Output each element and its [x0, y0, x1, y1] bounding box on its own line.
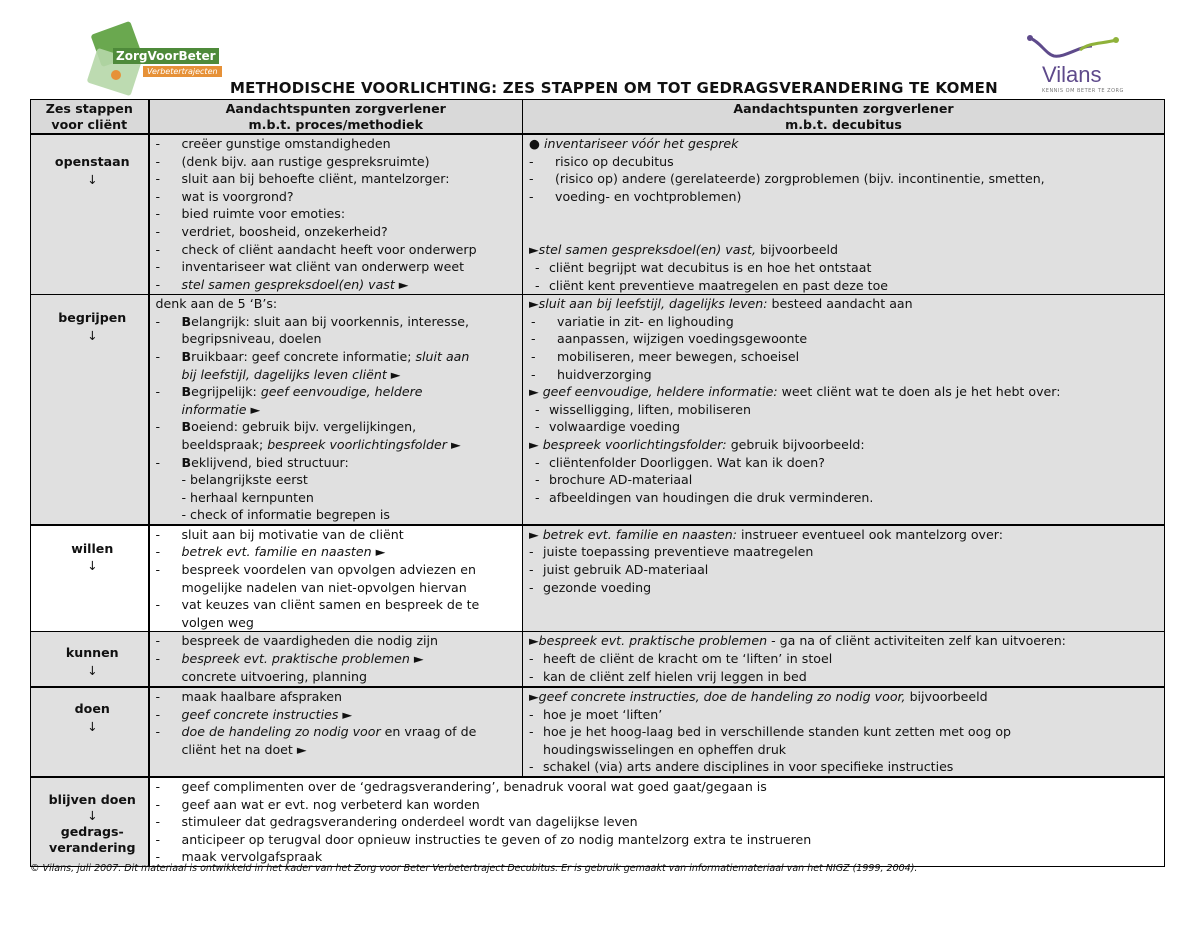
- list-item: - maak vervolgafspraak: [156, 848, 1165, 866]
- table-row-willen: [31, 525, 1165, 632]
- list-item: - geef complimenten over de ‘gedragsverandering’, benadruk vooral wat goed gaat/gegaan is: [156, 778, 1165, 796]
- step-willen: willen ↓: [31, 525, 149, 632]
- list-item: - schakel (via) arts andere disciplines in voor specifieke instructies: [523, 758, 1164, 776]
- dec-heading: ► bespreek voorlichtingsfolder: gebruik bijvoorbeeld:: [529, 436, 865, 452]
- list-item: - risico op decubitus: [529, 153, 1164, 171]
- step-blijven-doen: blijven doen ↓ gedrags- verandering: [31, 777, 149, 866]
- arrow-down-icon: ↓: [86, 558, 98, 574]
- list-item: - inventariseer wat cliënt van onderwerp weet: [156, 258, 523, 276]
- list-item: - check of cliënt aandacht heeft voor onderwerp: [156, 241, 523, 259]
- step-kunnen: kunnen ↓: [31, 632, 149, 687]
- logo-sub-text: Verbetertrajecten: [143, 66, 222, 77]
- vilans-name: Vilans: [1042, 62, 1102, 87]
- header-decubitus: Aandachtspunten zorgverlener m.b.t. decubitus: [523, 100, 1165, 135]
- list-item: - kan de cliënt zelf hielen vrij leggen in bed: [523, 668, 1164, 686]
- step-openstaan: openstaan ↓: [31, 134, 149, 295]
- arrow-down-icon: ↓: [86, 718, 98, 734]
- list-item: - Belangrijk: sluit aan bij voorkennis, interesse, begripsniveau, doelen: [156, 313, 523, 348]
- arrow-down-icon: ↓: [86, 171, 98, 187]
- table-row-openstaan: [31, 134, 1165, 295]
- list-item: - cliënt kent preventieve maatregelen en past deze toe: [529, 277, 1164, 295]
- step-begrijpen: begrijpen ↓: [31, 295, 149, 525]
- proces-doen: [149, 687, 523, 777]
- dec-heading: ● inventariseer vóór het gesprek: [529, 136, 739, 151]
- list-item: - creëer gunstige omstandigheden: [156, 135, 523, 153]
- dec-heading: ►bespreek evt. praktische problemen - ga na of cliënt activiteiten zelf kan uitvoeren:: [529, 633, 1066, 649]
- vilans-tagline: KENNIS OM BETER TE ZORG: [1042, 88, 1124, 94]
- proces-openstaan: [149, 134, 523, 295]
- list-item: - bespreek evt. praktische problemen ► concrete uitvoering, planning: [156, 650, 523, 685]
- list-item: - mobiliseren, meer bewegen, schoeisel: [531, 348, 1164, 366]
- decubitus-openstaan: [523, 134, 1165, 295]
- table-row-kunnen: [31, 632, 1165, 687]
- table-header-row: [31, 100, 1165, 135]
- list-item: - afbeeldingen van houdingen die druk verminderen.: [529, 489, 1164, 507]
- list-item: - hoe je moet ‘liften’: [523, 706, 1164, 724]
- proces-blijven-doen: [149, 777, 1165, 866]
- list-item: - gezonde voeding: [523, 579, 1164, 597]
- proces-willen: [149, 525, 523, 632]
- header-proces: Aandachtspunten zorgverlener m.b.t. proces/methodiek: [149, 100, 523, 135]
- list-item: - Boeiend: gebruik bijv. vergelijkingen, beeldspraak; bespreek voorlichtingsfolder ►: [156, 418, 523, 453]
- list-item: - maak haalbare afspraken: [156, 688, 523, 706]
- list-item: - (risico op) andere (gerelateerde) zorgproblemen (bijv. incontinentie, smetten,: [529, 170, 1164, 188]
- decubitus-begrijpen: [523, 295, 1165, 525]
- list-item: - anticipeer op terugval door opnieuw instructies te geven of zo nodig mantelzorg extra te instrueren: [156, 831, 1165, 849]
- list-item: - wat is voorgrond?: [156, 188, 523, 206]
- arrow-down-icon: ↓: [86, 327, 98, 343]
- zorgvoorbeter-logo: [83, 24, 233, 96]
- logo-brand-text: ZorgVoorBeter: [113, 48, 219, 64]
- proces-begrijpen: denk aan de 5 ‘B’s: - Belangrijk: sluit aan bij voorkennis, interesse, begripsniveau, doelen - Bruikbaar: geef concrete informatie; sluit aan bij leefstijl, dagelijks leven cliënt ► - Begrijpelijk: geef eenvoudige, heldere informatie ► - Boeiend: gebruik bijv. vergelijkingen, beeldspraak; bespreek voorlichtingsfolder ► - Beklijvend, bied structuur: - belangrijkste eerst - herhaal kernpunten - check of informatie begrepen is: [149, 295, 523, 525]
- list-item: - juist gebruik AD-materiaal: [523, 561, 1164, 579]
- list-item: - Begrijpelijk: geef eenvoudige, heldere informatie ►: [156, 383, 523, 418]
- table-row-blijven-doen: [31, 777, 1165, 866]
- arrow-down-icon: ↓: [86, 807, 98, 823]
- list-item: - voeding- en vochtproblemen): [529, 188, 1164, 206]
- dec-heading: ► geef eenvoudige, heldere informatie: weet cliënt wat te doen als je het hebt over:: [529, 384, 1061, 400]
- list-item: - wisselligging, liften, mobiliseren: [529, 401, 1164, 419]
- footnote: © Vilans, juli 2007. Dit materiaal is ontwikkeld in het kader van het Zorg voor Beter Verbetertraject Decubitus. Er is gebruik gemaakt van informatiemateriaal van het NIGZ (1999, 2004).: [30, 863, 918, 874]
- list-item: - juiste toepassing preventieve maatregelen: [523, 543, 1164, 561]
- header-steps: Zes stappen voor cliënt: [31, 100, 149, 135]
- list-item: - sluit aan bij behoefte cliënt, mantelzorger:: [156, 170, 523, 188]
- list-item: - verdriet, boosheid, onzekerheid?: [156, 223, 523, 241]
- decubitus-doen: [523, 687, 1165, 777]
- list-item: - bespreek de vaardigheden die nodig zijn: [156, 632, 523, 650]
- decubitus-kunnen: [523, 632, 1165, 687]
- list-item: - geef concrete instructies ►: [156, 706, 523, 724]
- list-item: - hoe je het hoog-laag bed in verschillende standen kunt zetten met oog op houdingswisselingen en opheffen druk: [523, 723, 1164, 758]
- dec-heading: ►stel samen gespreksdoel(en) vast, bijvoorbeeld: [529, 242, 839, 258]
- table-row-begrijpen: [31, 295, 1165, 525]
- vilans-figure-icon: [1020, 32, 1130, 66]
- list-item: - betrek evt. familie en naasten ►: [156, 543, 523, 561]
- decubitus-willen: [523, 525, 1165, 632]
- list-item: - variatie in zit- en lighouding: [531, 313, 1164, 331]
- table-row-doen: [31, 687, 1165, 777]
- dec-heading: ► betrek evt. familie en naasten: instrueer eventueel ook mantelzorg over:: [529, 526, 1003, 542]
- list-item: - huidverzorging: [531, 366, 1164, 384]
- list-item: - Bruikbaar: geef concrete informatie; sluit aan bij leefstijl, dagelijks leven cliënt ►: [156, 348, 523, 383]
- arrow-down-icon: ↓: [86, 663, 98, 679]
- list-item: - geef aan wat er evt. nog verbeterd kan worden: [156, 796, 1165, 814]
- list-item: - sluit aan bij motivatie van de cliënt: [156, 526, 523, 544]
- list-item: - cliëntenfolder Doorliggen. Wat kan ik doen?: [529, 454, 1164, 472]
- list-item: - brochure AD-materiaal: [529, 471, 1164, 489]
- list-item: - stel samen gespreksdoel(en) vast ►: [156, 276, 523, 294]
- list-item: - stimuleer dat gedragsverandering onderdeel wordt van dagelijkse leven: [156, 813, 1165, 831]
- list-item: - aanpassen, wijzigen voedingsgewoonte: [531, 330, 1164, 348]
- list-item: - volwaardige voeding: [529, 418, 1164, 436]
- logo-dot-icon: [111, 70, 121, 80]
- list-item: - doe de handeling zo nodig voor en vraag of de cliënt het na doet ►: [156, 723, 523, 758]
- list-item: - bied ruimte voor emoties:: [156, 205, 523, 223]
- page-title: METHODISCHE VOORLICHTING: ZES STAPPEN OM TOT GEDRAGSVERANDERING TE KOMEN: [230, 79, 998, 97]
- steps-table: [30, 99, 1165, 867]
- list-item: - vat keuzes van cliënt samen en bespreek de te volgen weg: [156, 596, 523, 631]
- vilans-logo: [1020, 32, 1130, 96]
- list-item: - (denk bijv. aan rustige gespreksruimte): [156, 153, 523, 171]
- dec-heading: ►geef concrete instructies, doe de handeling zo nodig voor, bijvoorbeeld: [529, 688, 988, 704]
- dec-heading: ►sluit aan bij leefstijl, dagelijks leven: besteed aandacht aan: [529, 296, 913, 312]
- proces-kunnen: [149, 632, 523, 687]
- list-item: - cliënt begrijpt wat decubitus is en hoe het ontstaat: [529, 259, 1164, 277]
- list-item: - bespreek voordelen van opvolgen adviezen en mogelijke nadelen van niet-opvolgen hiervan: [156, 561, 523, 596]
- list-item: - heeft de cliënt de kracht om te ‘liften’ in stoel: [523, 650, 1164, 668]
- step-doen: doen ↓: [31, 687, 149, 777]
- list-item: - Beklijvend, bied structuur: - belangrijkste eerst - herhaal kernpunten - check of informatie begrepen is: [156, 454, 523, 524]
